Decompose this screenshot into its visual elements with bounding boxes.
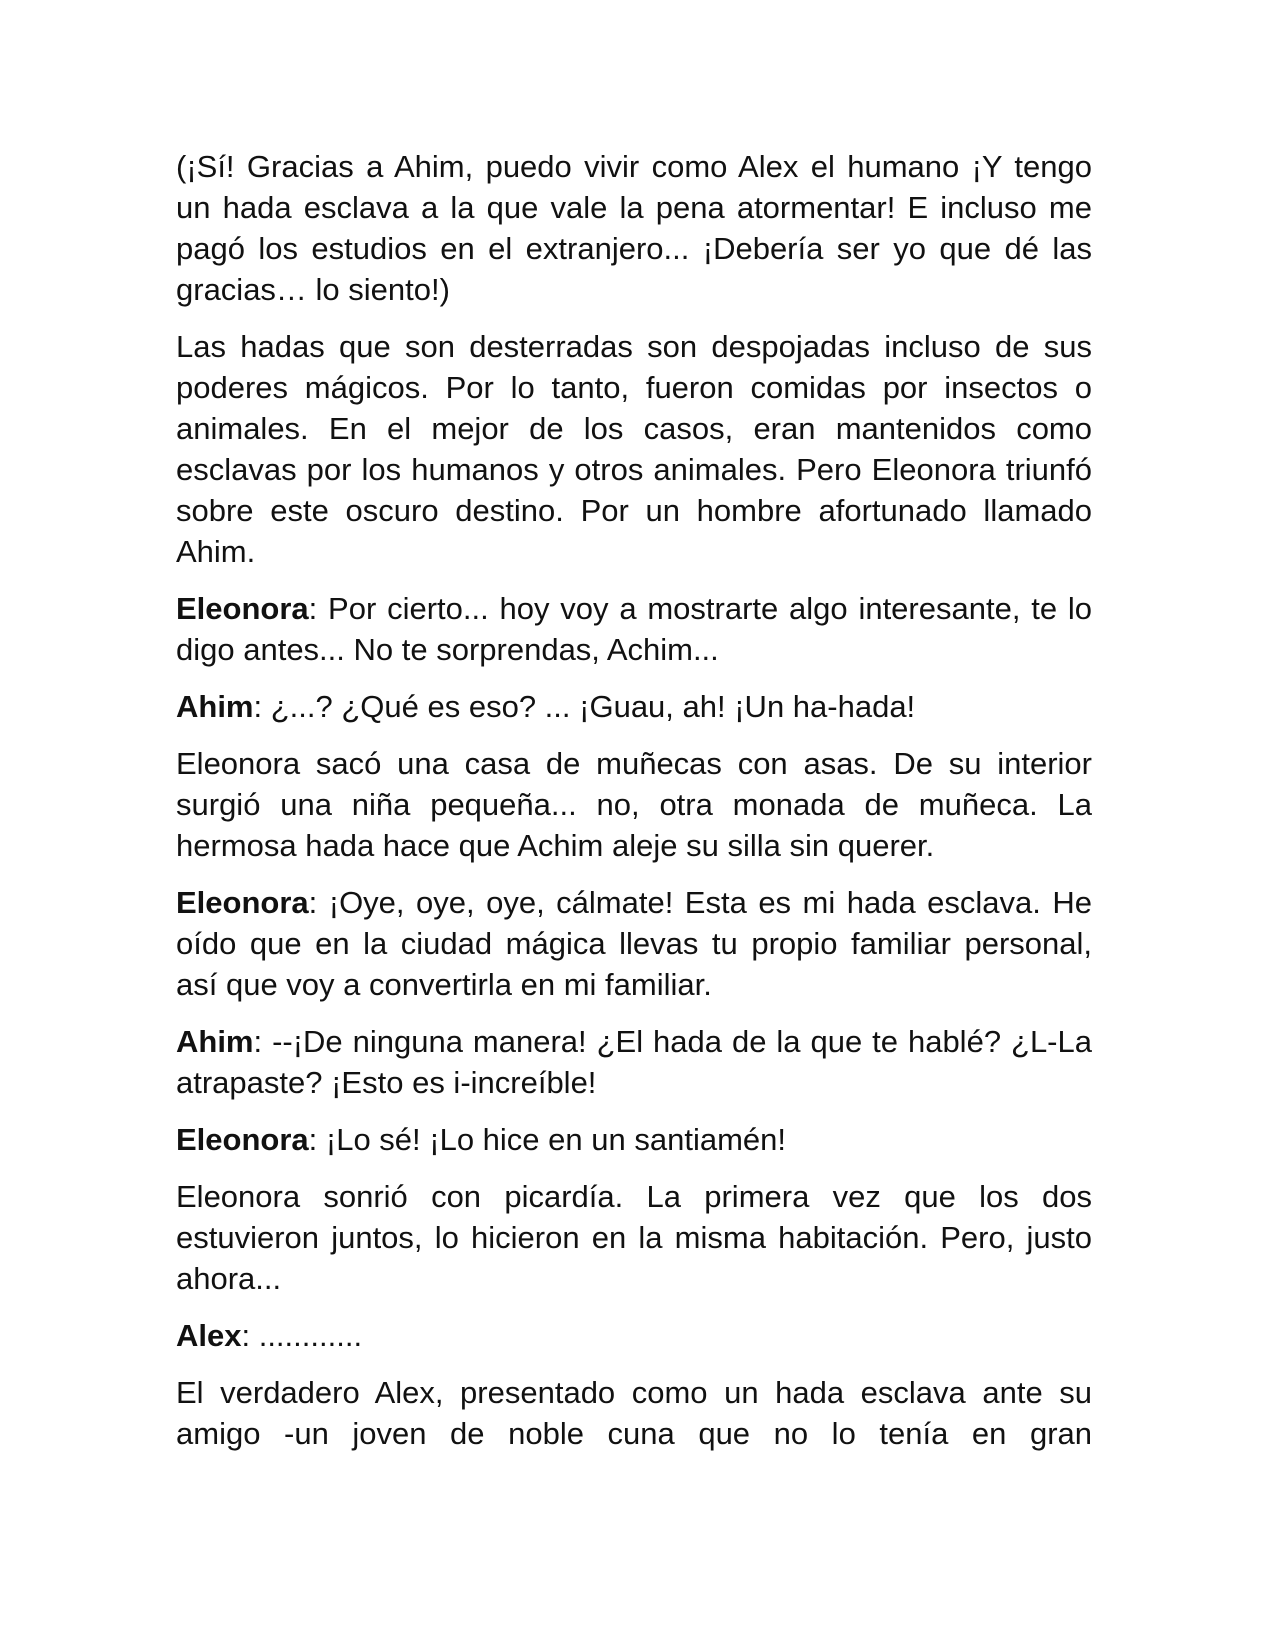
dialogue-text: : ............ xyxy=(241,1318,363,1353)
speaker-name: Ahim xyxy=(176,689,254,724)
paragraph-narration xyxy=(176,1372,1092,1454)
dialogue-text: : --¡De ninguna manera! ¿El hada de la que te hablé? ¿L-La atrapaste? ¡Esto es i-increíble! xyxy=(176,1024,1092,1100)
speaker-name: Alex xyxy=(176,1318,242,1353)
paragraph-narration xyxy=(176,743,1092,866)
paragraph-dialogue xyxy=(176,1021,1092,1103)
dialogue-text: : ¡Lo sé! ¡Lo hice en un santiamén! xyxy=(308,1122,786,1157)
paragraph-text: El verdadero Alex, presentado como un hada esclava ante su amigo -un joven de noble cuna que no lo tenía en gran xyxy=(176,1375,1092,1451)
paragraph-text: Las hadas que son desterradas son despojadas incluso de sus poderes mágicos. Por lo tanto, fueron comidas por insectos o animales. En el mejor de los casos, eran mantenidos como esclavas por los humanos y otros animales. Pero Eleonora triunfó sobre este oscuro destino. Por un hombre afortunado llamado Ahim. xyxy=(176,329,1092,569)
paragraph-text: Eleonora sonrió con picardía. La primera vez que los dos estuvieron juntos, lo hicieron en la misma habitación. Pero, justo ahora... xyxy=(176,1179,1092,1296)
paragraph-text: Eleonora sacó una casa de muñecas con asas. De su interior surgió una niña pequeña... no, otra monada de muñeca. La hermosa hada hace que Achim aleje su silla sin querer. xyxy=(176,746,1092,863)
document-page xyxy=(176,146,1092,1470)
paragraph-text: (¡Sí! Gracias a Ahim, puedo vivir como Alex el humano ¡Y tengo un hada esclava a la que vale la pena atormentar! E incluso me pagó los estudios en el extranjero... ¡Debería ser yo que dé las gracias… lo siento!) xyxy=(176,149,1092,307)
dialogue-text: : Por cierto... hoy voy a mostrarte algo interesante, te lo digo antes... No te sorprendas, Achim... xyxy=(176,591,1092,667)
paragraph-dialogue xyxy=(176,588,1092,670)
dialogue-text: : ¡Oye, oye, oye, cálmate! Esta es mi hada esclava. He oído que en la ciudad mágica llevas tu propio familiar personal, así que voy a convertirla en mi familiar. xyxy=(176,885,1092,1002)
dialogue-text: : ¿...? ¿Qué es eso? ... ¡Guau, ah! ¡Un ha-hada! xyxy=(253,689,916,724)
paragraph-dialogue xyxy=(176,1119,1092,1160)
speaker-name: Eleonora xyxy=(176,591,309,626)
speaker-name: Eleonora xyxy=(176,1122,309,1157)
paragraph-dialogue xyxy=(176,882,1092,1005)
paragraph-narration xyxy=(176,146,1092,310)
paragraph-narration xyxy=(176,1176,1092,1299)
speaker-name: Eleonora xyxy=(176,885,309,920)
paragraph-dialogue xyxy=(176,1315,1092,1356)
paragraph-dialogue xyxy=(176,686,1092,727)
speaker-name: Ahim xyxy=(176,1024,254,1059)
paragraph-narration xyxy=(176,326,1092,572)
